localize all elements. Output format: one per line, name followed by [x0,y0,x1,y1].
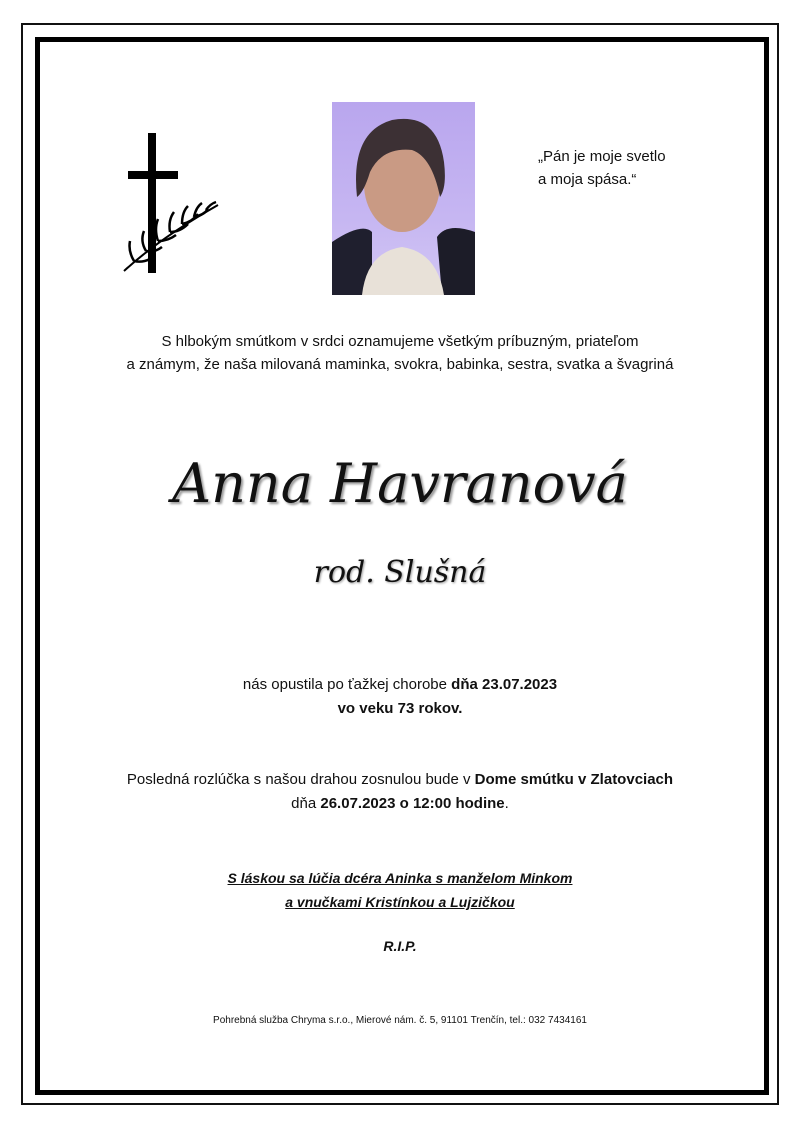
family-farewell [40,866,760,914]
announcement-intro [40,330,760,376]
quote-line-2: a moja spása.“ [538,171,637,188]
death-text: nás opustila po ťažkej chorobe [242,676,452,693]
intro-line-1: S hlbokým smútkom v srdci oznamujeme všetkým príbuzným, priateľom [161,333,639,350]
funeral-end: . [504,795,509,812]
funeral-place: Dome smútku v Zlatovciach [474,771,674,788]
intro-line-2: a známym, že naša milovaná maminka, svokra, babinka, sestra, svatka a švagriná [126,356,674,373]
funeral-text: Posledná rozlúčka s našou drahou zosnulou bude v [126,771,475,788]
bible-quote [538,145,666,191]
funeral-day-prefix: dňa [291,795,321,812]
funeral-info [40,768,760,816]
maiden-name: rod. Slušná [313,555,487,590]
funeral-service-footer: Pohrebná služba Chryma s.r.o., Mierové nám. č. 5, 91101 Trenčín, tel.: 032 7434161 [213,1015,587,1026]
portrait-photo [332,102,475,295]
quote-line-1: „Pán je moje svetlo [538,148,666,165]
family-line-2: a vnučkami Kristínkou a Lujzičkou [285,894,515,910]
cross-with-palm-icon [120,133,224,275]
death-info [40,673,760,721]
rip-text: R.I.P. [383,938,417,954]
death-age: vo veku 73 rokov. [337,700,463,717]
funeral-datetime: 26.07.2023 o 12:00 hodine [320,795,505,812]
death-date: dňa 23.07.2023 [451,676,558,693]
deceased-name: Anna Havranová [172,452,628,515]
family-line-1: S láskou sa lúčia dcéra Aninka s manželom Minkom [227,870,573,886]
